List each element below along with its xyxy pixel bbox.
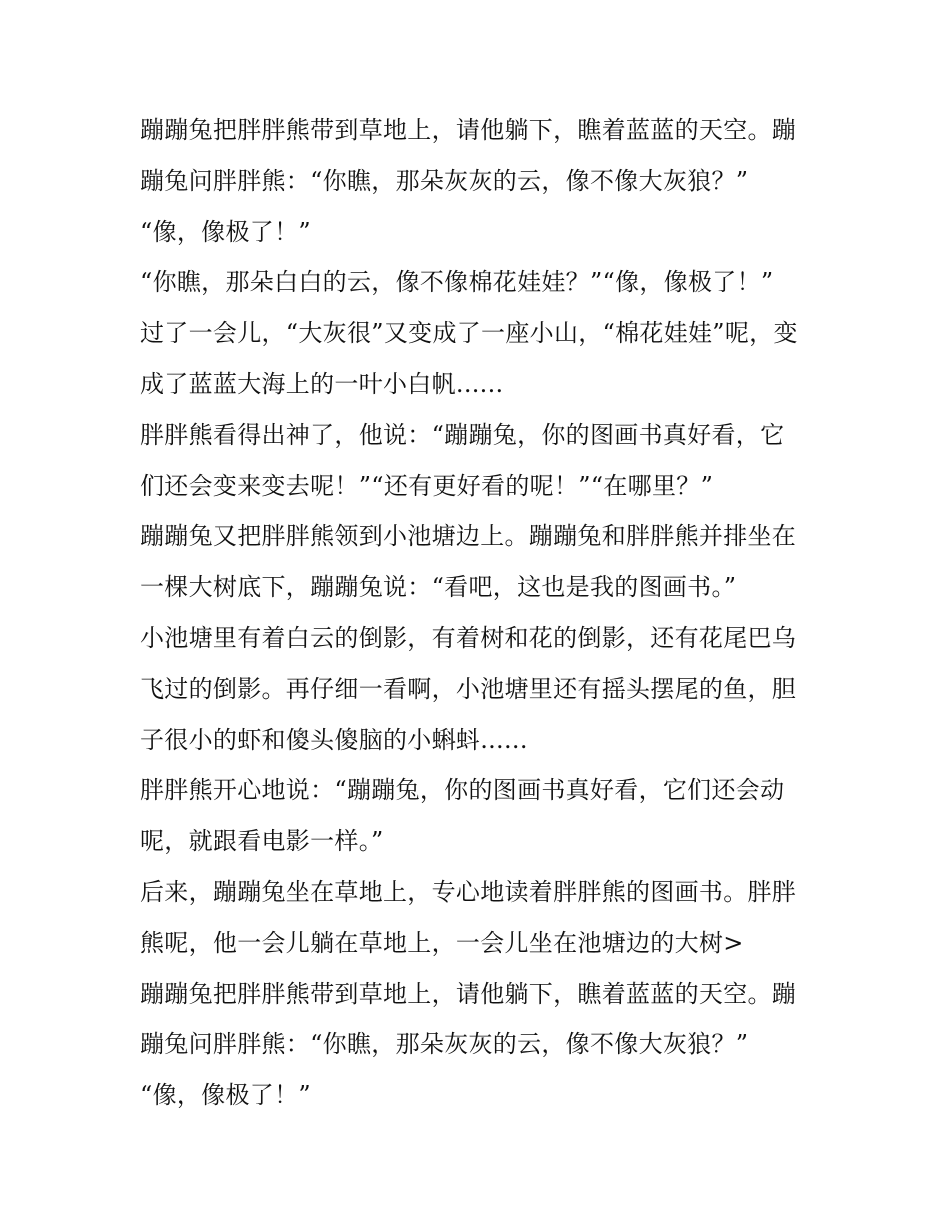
text-line: 蹦蹦兔把胖胖熊带到草地上，请他躺下，瞧着蓝蓝的天空。蹦 [140, 116, 797, 144]
text-line: “像，像极了！” [140, 1081, 311, 1110]
text-line: 蹦蹦兔把胖胖熊带到草地上，请他躺下，瞧着蓝蓝的天空。蹦 [140, 979, 797, 1008]
text-line: 蹦蹦兔又把胖胖熊领到小池塘边上。蹦蹦兔和胖胖熊并排坐在 [140, 522, 797, 551]
text-line: “你瞧，那朵白白的云，像不像棉花娃娃？”“像，像极了！” [140, 268, 774, 297]
text-line: 飞过的倒影。再仔细一看啊，小池塘里还有摇头摆尾的鱼，胆 [140, 674, 797, 703]
text-line: 小池塘里有着白云的倒影，有着树和花的倒影，还有花尾巴乌 [140, 623, 797, 652]
story-text [140, 105, 820, 1121]
text-line: 熊呢，他一会儿躺在草地上，一会儿坐在池塘边的大树> [140, 928, 744, 957]
text-line: 成了蓝蓝大海上的一叶小白帆...... [140, 369, 504, 398]
text-line: 们还会变来变去呢！”“还有更好看的呢！”“在哪里？” [140, 471, 714, 500]
text-line: 一棵大树底下，蹦蹦兔说：“看吧，这也是我的图画书。” [140, 573, 737, 602]
text-line: 蹦兔问胖胖熊：“你瞧，那朵灰灰的云，像不像大灰狼？” [140, 166, 749, 195]
text-line: 子很小的虾和傻头傻脑的小蝌蚪...... [140, 725, 528, 754]
text-line: 胖胖熊开心地说：“蹦蹦兔，你的图画书真好看，它们还会动 [140, 776, 785, 805]
text-line: “像，像极了！” [140, 217, 311, 246]
text-line: 呢，就跟看电影一样。” [140, 827, 384, 856]
text-line: 胖胖熊看得出神了，他说：“蹦蹦兔，你的图画书真好看，它 [140, 420, 785, 449]
text-line: 过了一会儿，“大灰很”又变成了一座小山，“棉花娃娃”呢，变 [140, 319, 798, 348]
text-line: 蹦兔问胖胖熊：“你瞧，那朵灰灰的云，像不像大灰狼？” [140, 1030, 749, 1059]
text-line: 后来，蹦蹦兔坐在草地上，专心地读着胖胖熊的图画书。胖胖 [140, 877, 797, 906]
